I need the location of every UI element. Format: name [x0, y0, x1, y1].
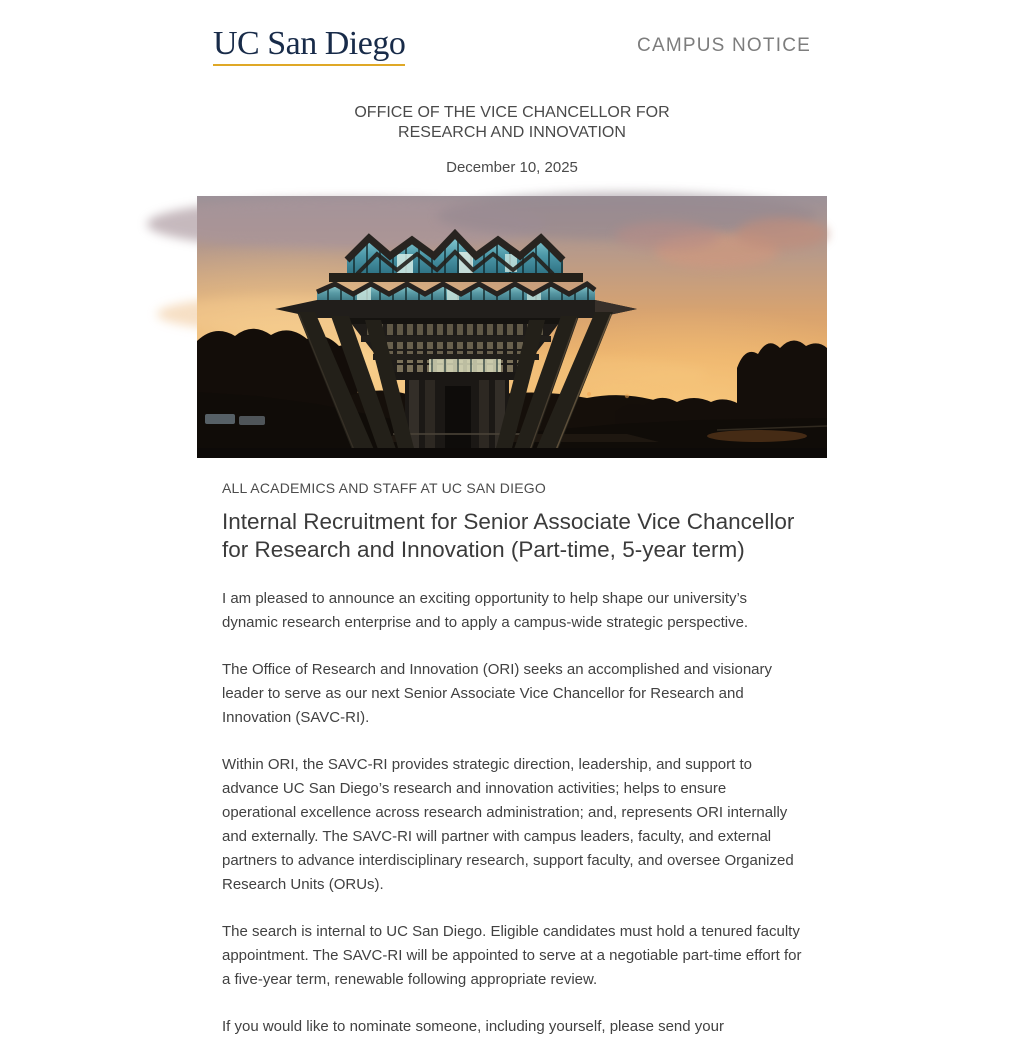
notice-date: December 10, 2025 [446, 159, 578, 176]
office-title [197, 103, 827, 143]
campus-notice-page [197, 0, 827, 1039]
header [197, 24, 827, 68]
paragraph-4: The search is internal to UC San Diego. Eligible candidates must hold a tenured faculty appointment. The SAVC-RI will be appointed to serve at a negotiable part-time effort for a five-year term, renewable following appropriate review. [222, 923, 802, 988]
office-title-line1: OFFICE OF THE VICE CHANCELLOR FOR [354, 104, 670, 121]
campus-notice-label: CAMPUS NOTICE [637, 35, 811, 56]
ucsd-logo: UC San Diego [213, 27, 405, 66]
audience-line: ALL ACADEMICS AND STAFF AT UC SAN DIEGO [222, 480, 546, 496]
geisel-library-sunset-illustration [197, 196, 827, 458]
paragraph-2: The Office of Research and Innovation (ORI) seeks an accomplished and visionary leader to serve as our next Senior Associate Vice Chancellor for Research and Innovation (SAVC-RI). [222, 661, 773, 726]
paragraph-1: I am pleased to announce an exciting opportunity to help shape our university’s dynamic research enterprise and to apply a campus-wide strategic perspective. [222, 590, 749, 631]
paragraph-3: Within ORI, the SAVC-RI provides strategic direction, leadership, and support to advance UC San Diego’s research and innovation activities; helps to ensure operational excellence across research administration; and, represents ORI internally and externally. The SAVC-RI will partner with campus leaders, faculty, and external partners to advance interdisciplinary research, support faculty, and oversee Organized Research Units (ORUs). [222, 756, 794, 893]
office-title-line2: RESEARCH AND INNOVATION [398, 124, 626, 141]
article [197, 480, 827, 1039]
paragraph-5: If you would like to nominate someone, including yourself, please send your [222, 1018, 724, 1035]
article-title: Internal Recruitment for Senior Associate Vice Chancellor for Research and Innovation (Part-time, 5-year term) [222, 509, 795, 562]
hero-image [197, 196, 827, 458]
